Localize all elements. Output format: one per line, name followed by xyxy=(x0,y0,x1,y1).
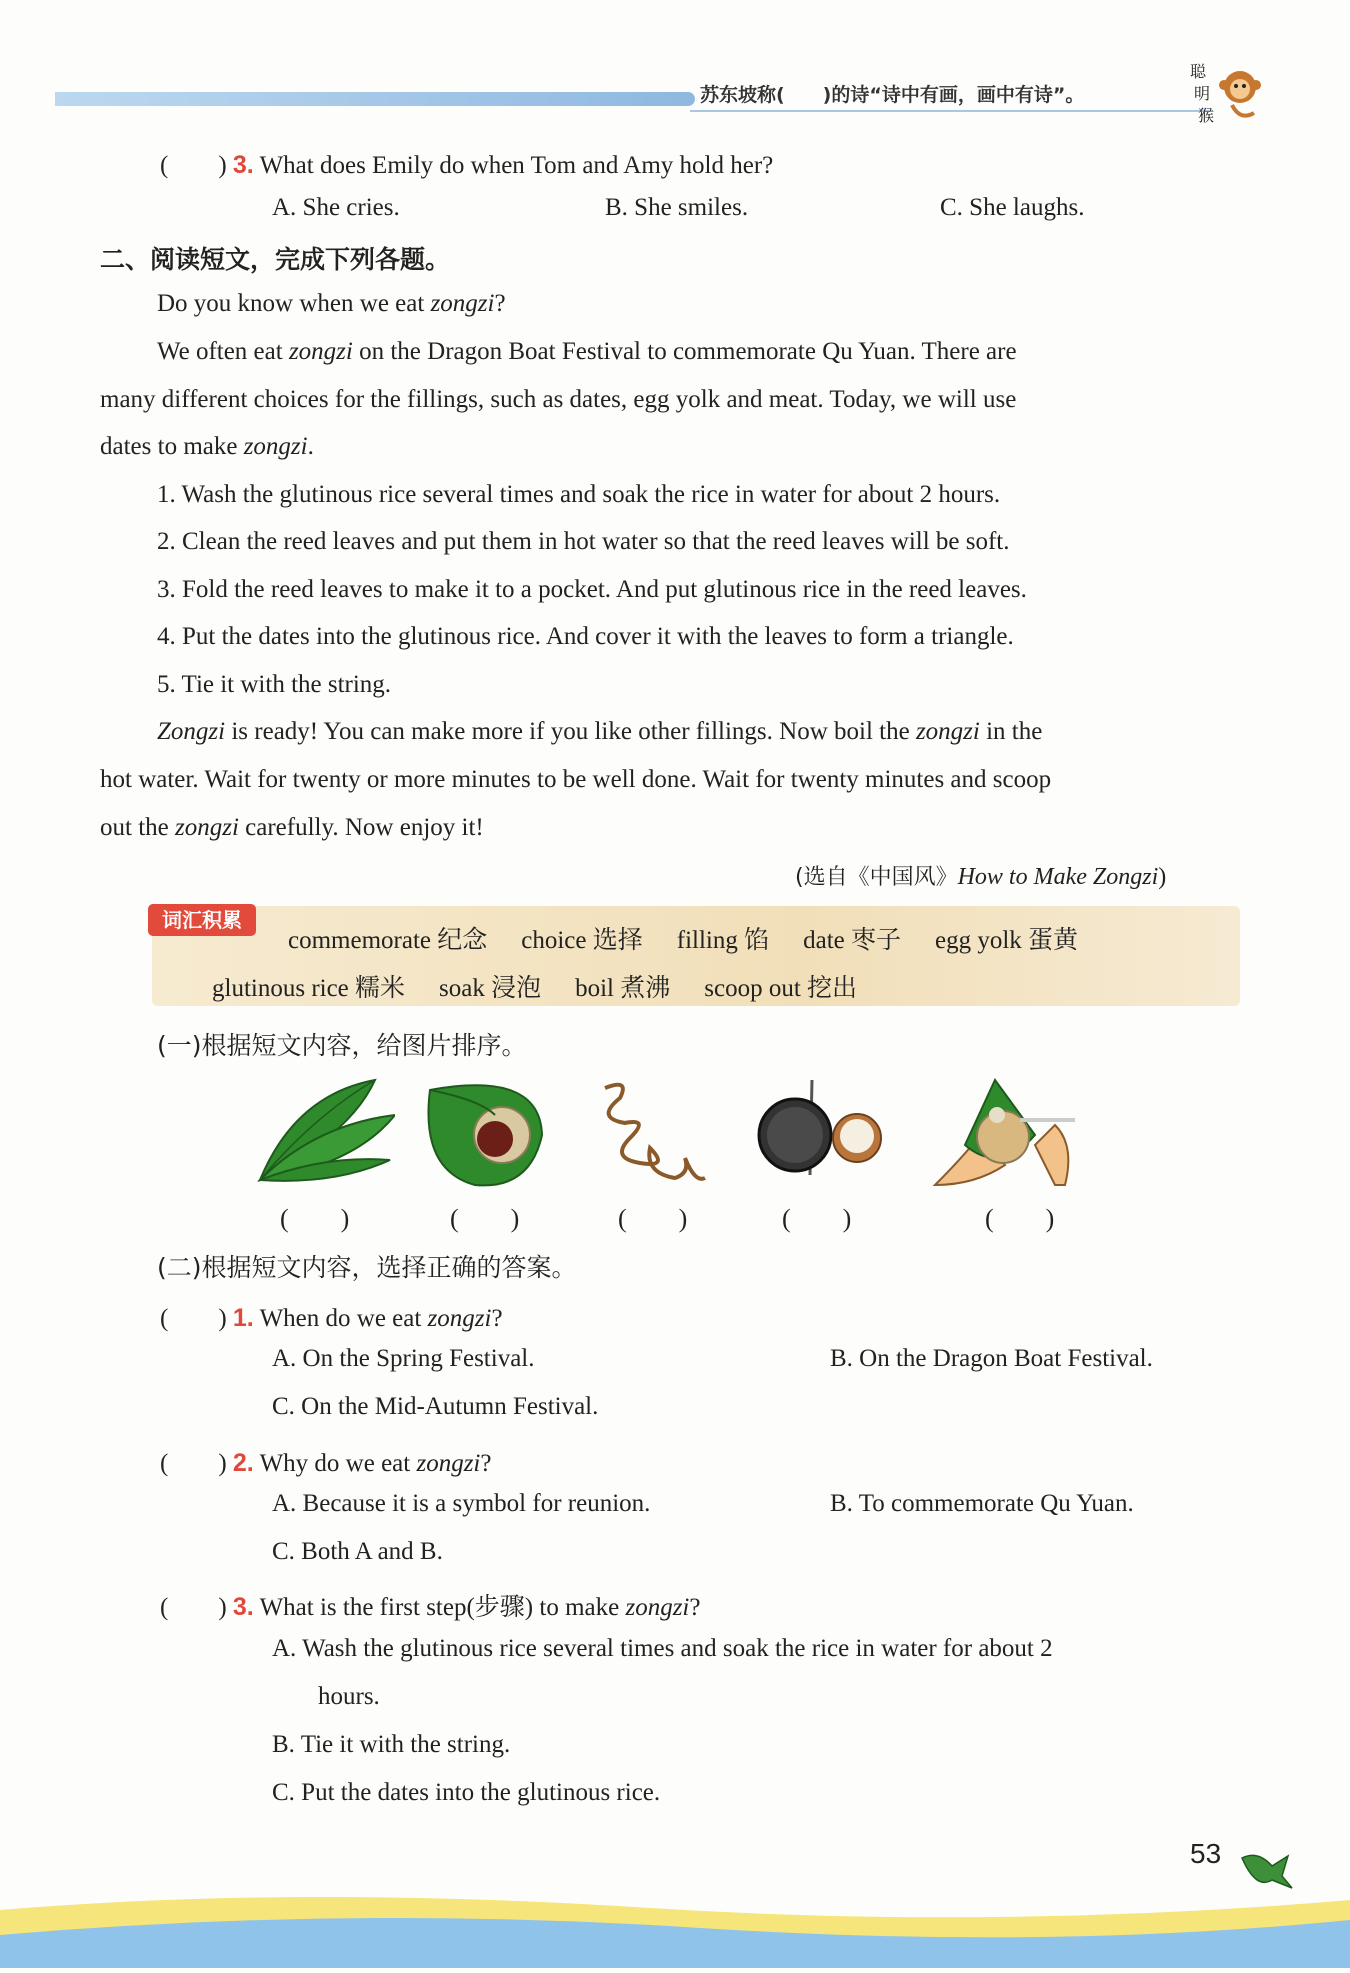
option-a: A. Because it is a symbol for reunion. xyxy=(272,1490,651,1517)
vocab-item: commemorate 纪念 xyxy=(288,927,488,954)
vocab-item: boil 煮沸 xyxy=(575,975,671,1002)
header-rule xyxy=(690,110,1210,112)
option-a: A. On the Spring Festival. xyxy=(272,1345,535,1372)
step-item: 1. Wash the glutinous rice several times and soak the rice in water for about 2 hours. xyxy=(157,481,1001,508)
question-number: 2. xyxy=(232,1449,254,1477)
vocab-item: filling 馅 xyxy=(676,927,770,954)
vocab-item: glutinous rice 糯米 xyxy=(212,975,406,1002)
passage-intro: Do you know when we eat zongzi? xyxy=(157,290,506,317)
svg-text:聪: 聪 xyxy=(1190,62,1207,81)
answer-blank[interactable]: ( ) xyxy=(160,152,227,179)
passage-line: out the zongzi carefully. Now enjoy it! xyxy=(100,814,484,841)
header-bar xyxy=(55,92,695,106)
bottom-wave xyxy=(0,1880,1350,1968)
source-citation: (选自《中国风》How to Make Zongzi) xyxy=(795,864,1167,890)
vocab-item: date 枣子 xyxy=(803,927,901,954)
part2-title: (二)根据短文内容，选择正确的答案。 xyxy=(157,1253,577,1282)
reed-leaves-picture xyxy=(255,1075,395,1190)
question-number: 3. xyxy=(232,151,254,179)
passage-line: dates to make zongzi. xyxy=(100,433,314,460)
vocab-row-1 xyxy=(288,920,1112,956)
vocab-item: egg yolk 蛋黄 xyxy=(935,927,1079,954)
option-b: B. Tie it with the string. xyxy=(272,1731,511,1758)
passage-line: Zongzi is ready! You can make more if you like other fillings. Now boil the zongzi in the xyxy=(157,718,1043,745)
question-1: ( ) 1. When do we eat zongzi? xyxy=(160,1304,503,1332)
order-blank[interactable]: ( ) xyxy=(280,1204,350,1233)
passage-line: We often eat zongzi on the Dragon Boat Festival to commemorate Qu Yuan. There are xyxy=(157,338,1017,365)
option-b: B. On the Dragon Boat Festival. xyxy=(830,1345,1153,1372)
question-2: ( ) 2. Why do we eat zongzi? xyxy=(160,1449,492,1477)
option-b: B. To commemorate Qu Yuan. xyxy=(830,1490,1134,1517)
answer-blank[interactable]: ( ) xyxy=(160,1594,227,1621)
option-c: C. On the Mid-Autumn Festival. xyxy=(272,1393,599,1420)
step-item: 5. Tie it with the string. xyxy=(157,671,392,698)
step-item: 2. Clean the reed leaves and put them in hot water so that the reed leaves will be soft. xyxy=(157,528,1010,555)
monkey-logo xyxy=(1188,55,1268,125)
option-c: C. Put the dates into the glutinous rice. xyxy=(272,1779,661,1806)
vocab-item: soak 浸泡 xyxy=(439,975,542,1002)
question-prev-3 xyxy=(160,145,773,181)
step-item: 3. Fold the reed leaves to make it to a pocket. And put glutinous rice in the reed leaves. xyxy=(157,576,1027,603)
page-number: 53 xyxy=(1190,1838,1222,1869)
passage-line: hot water. Wait for twenty or more minutes to be well done. Wait for twenty minutes and scoop xyxy=(100,766,1052,793)
option-a: A. Wash the glutinous rice several times and soak the rice in water for about 2 xyxy=(272,1635,1053,1662)
question-number: 3. xyxy=(232,1593,254,1621)
step-item: 4. Put the dates into the glutinous rice. And cover it with the leaves to form a triangle. xyxy=(157,623,1014,650)
question-number: 1. xyxy=(232,1304,254,1332)
vocab-item: scoop out 挖出 xyxy=(704,975,858,1002)
order-blank[interactable]: ( ) xyxy=(985,1204,1055,1233)
order-blank[interactable]: ( ) xyxy=(618,1204,688,1233)
header-text: 苏东坡称( )的诗“诗中有画，画中有诗”。 xyxy=(700,84,1085,106)
opened-zongzi-picture xyxy=(420,1075,550,1195)
svg-text:明: 明 xyxy=(1194,84,1211,103)
vocab-item: choice 选择 xyxy=(521,927,643,954)
option-a-continued: hours. xyxy=(318,1683,380,1710)
svg-text:猴: 猴 xyxy=(1198,106,1215,125)
part1-title: (一)根据短文内容，给图片排序。 xyxy=(157,1031,527,1060)
passage-line: many different choices for the fillings, such as dates, egg yolk and meat. Today, we will use xyxy=(100,386,1017,413)
question-3: ( ) 3. What is the first step(步骤) to make zongzi? xyxy=(160,1593,701,1621)
folding-leaves-picture xyxy=(925,1075,1095,1195)
vocab-row-2 xyxy=(212,968,891,1004)
vocab-tag: 词汇积累 xyxy=(148,904,256,936)
answer-blank[interactable]: ( ) xyxy=(160,1305,227,1332)
option-c: C. Both A and B. xyxy=(272,1538,443,1565)
section-title: 二、阅读短文，完成下列各题。 xyxy=(100,245,451,274)
answer-blank[interactable]: ( ) xyxy=(160,1450,227,1477)
string-picture xyxy=(590,1078,710,1198)
order-blank[interactable]: ( ) xyxy=(450,1204,520,1233)
option-b: B. She smiles. xyxy=(605,194,749,221)
option-a: A. She cries. xyxy=(272,194,400,221)
rice-bowls-picture xyxy=(750,1080,890,1195)
order-blank[interactable]: ( ) xyxy=(782,1204,852,1233)
option-c: C. She laughs. xyxy=(940,194,1085,221)
question-text: What does Emily do when Tom and Amy hold her? xyxy=(259,152,774,179)
